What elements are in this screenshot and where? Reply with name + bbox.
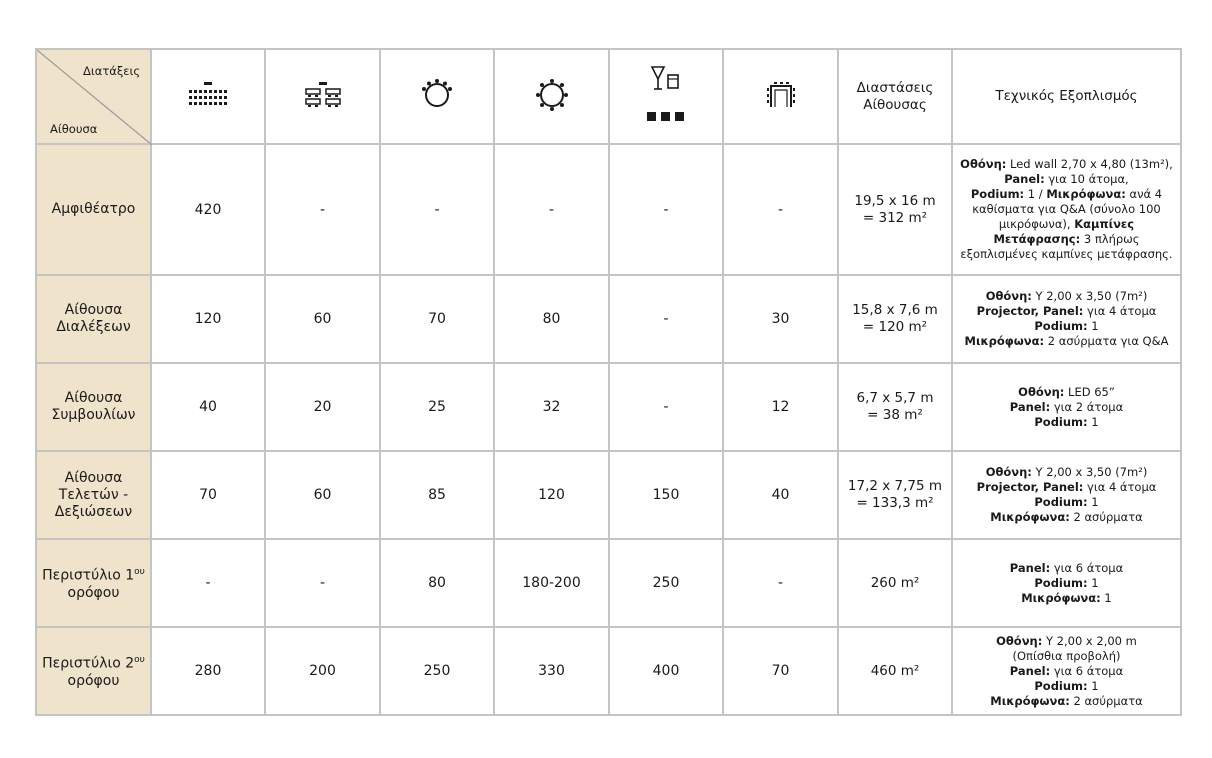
equipment-value: ανά 4 καθίσματα για Q&A (σύνολο 100 μικρόφωνα), [972, 187, 1163, 231]
dimensions-size: 17,2 x 7,75 m [847, 478, 943, 494]
equipment-value: για 4 άτομα [1083, 480, 1157, 494]
room-name-superscript: ου [134, 567, 145, 578]
classroom-seating-icon [303, 80, 343, 110]
header-row [36, 49, 1181, 144]
capacity-cell: - [380, 144, 494, 275]
dimensions-area: = 312 m² [862, 209, 928, 226]
equipment-key: Panel: [1009, 399, 1051, 414]
dimensions-header: Διαστάσεις Αίθουσας [838, 49, 952, 144]
table-row [36, 275, 1181, 363]
equipment-key: Οθόνη: [1018, 384, 1065, 399]
capacity-cell: 330 [494, 627, 609, 715]
capacity-cell: 20 [265, 363, 380, 451]
capacity-cell: 180-200 [494, 539, 609, 627]
equipment-value: για 4 άτομα [1083, 304, 1157, 318]
room-name-text: ορόφου [67, 672, 120, 689]
layout-header-banquet [380, 49, 494, 144]
room-name-text: Περιστύλιο 1 [42, 567, 135, 584]
equipment-key: Panel: [1004, 172, 1045, 186]
dimensions-area: = 38 m² [867, 407, 923, 423]
capacity-cell: 80 [380, 539, 494, 627]
equipment-value: 2 ασύρματα [1069, 693, 1143, 708]
equipment-value: 1 [1087, 319, 1099, 333]
capacity-cell: - [609, 144, 723, 275]
table-row [36, 627, 1181, 715]
equipment-key: Podium: [970, 187, 1025, 201]
capacity-cell: 280 [151, 627, 265, 715]
equipment-cell [952, 363, 1181, 451]
equipment-value: 3 πλήρως εξοπλισμένες καμπίνες μετάφρασης. [960, 232, 1173, 261]
capacity-cell: 30 [723, 275, 838, 363]
equipment-value: 2 ασύρματα για Q&A [1044, 334, 1169, 348]
capacity-cell: 420 [151, 144, 265, 275]
capacity-cell: - [723, 144, 838, 275]
equipment-key: Οθόνη: [960, 157, 1007, 171]
equipment-value: για 2 άτομα [1050, 399, 1124, 414]
dimensions-area: 260 m² [870, 574, 920, 591]
table-row [36, 451, 1181, 539]
room-label: Αίθουσα [50, 122, 98, 136]
capacity-cell: 85 [380, 451, 494, 539]
capacity-cell: 70 [151, 451, 265, 539]
banquet-round-icon [420, 78, 454, 112]
equipment-value: 1 [1087, 678, 1099, 693]
room-dimensions [838, 539, 952, 627]
equipment-value: 1 [1100, 590, 1112, 605]
dimensions-area: = 133,3 m² [856, 495, 934, 511]
table-row [36, 539, 1181, 627]
capacity-cell: 40 [723, 451, 838, 539]
room-name-text: ορόφου [67, 584, 120, 601]
equipment-key: Podium: [1034, 575, 1088, 590]
equipment-value: LED 65” [1064, 384, 1115, 399]
equipment-key: Panel: [1009, 663, 1051, 678]
equipment-key: Μικρόφωνα: [964, 334, 1045, 348]
capacity-cell: 70 [380, 275, 494, 363]
equipment-key: Οθόνη: [996, 633, 1043, 648]
room-name [36, 627, 151, 715]
capacity-cell: 400 [609, 627, 723, 715]
capacity-cell: 200 [265, 627, 380, 715]
dimensions-area: = 120 m² [862, 319, 928, 335]
capacity-cell: 60 [265, 451, 380, 539]
capacity-cell: - [609, 363, 723, 451]
capacity-cell: 40 [151, 363, 265, 451]
dimensions-area: 460 m² [870, 662, 920, 679]
equipment-key: Panel: [1009, 560, 1051, 575]
room-dimensions [838, 627, 952, 715]
dimensions-size: 15,8 x 7,6 m [852, 302, 938, 318]
dimensions-size: 19,5 x 16 m [854, 192, 936, 209]
layout-header-theater [151, 49, 265, 144]
equipment-cell [952, 144, 1181, 275]
equipment-key: Podium: [1034, 495, 1088, 509]
room-name [36, 539, 151, 627]
theater-seating-icon [187, 80, 229, 110]
equipment-cell [952, 539, 1181, 627]
capacity-cell: - [494, 144, 609, 275]
equipment-value: Υ 2,00 x 2,00 m [1042, 633, 1137, 648]
equipment-cell [952, 275, 1181, 363]
equipment-value: 2 ασύρματα [1069, 510, 1143, 524]
capacity-cell: - [265, 144, 380, 275]
equipment-value: 1 [1087, 414, 1099, 429]
equipment-key: Μικρόφωνα: [1046, 187, 1126, 201]
layout-header-classroom [265, 49, 380, 144]
equipment-value: Υ 2,00 x 3,50 (7m²) [1031, 465, 1148, 479]
capacity-cell: - [723, 539, 838, 627]
room-dimensions [838, 275, 952, 363]
equipment-cell [952, 451, 1181, 539]
equipment-value: Υ 2,00 x 3,50 (7m²) [1031, 289, 1148, 303]
capacity-cell: - [609, 275, 723, 363]
capacity-cell: 250 [609, 539, 723, 627]
equipment-value: 1 [1087, 575, 1099, 590]
capacity-cell: 250 [380, 627, 494, 715]
capacity-cell: 80 [494, 275, 609, 363]
room-name-text: Περιστύλιο 2 [42, 655, 135, 672]
capacity-cell: 60 [265, 275, 380, 363]
equipment-key: Οθόνη: [985, 465, 1032, 479]
capacity-table [35, 48, 1182, 716]
room-name: Αίθουσα Διαλέξεων [36, 275, 151, 363]
table-row [36, 144, 1181, 275]
room-name-superscript: ου [134, 655, 145, 666]
equipment-key: Οθόνη: [985, 289, 1032, 303]
room-name: Αίθουσα Τελετών - Δεξιώσεων [36, 451, 151, 539]
capacity-cell: 70 [723, 627, 838, 715]
layout-header-cocktail [609, 49, 723, 144]
equipment-value: για 6 άτομα [1050, 560, 1124, 575]
layout-header-cabaret [494, 49, 609, 144]
equipment-header: Τεχνικός Εξοπλισμός [952, 49, 1181, 144]
equipment-key: Podium: [1034, 678, 1088, 693]
equipment-key: Projector, Panel: [976, 304, 1084, 318]
layout-header-ushape [723, 49, 838, 144]
equipment-key: Podium: [1034, 319, 1088, 333]
equipment-cell [952, 627, 1181, 715]
corner-header-cell [36, 49, 151, 144]
capacity-cell: - [151, 539, 265, 627]
cocktail-reception-icon [646, 63, 686, 127]
room-name: Αμφιθέατρο [36, 144, 151, 275]
room-name: Αίθουσα Συμβουλίων [36, 363, 151, 451]
table-row [36, 363, 1181, 451]
room-dimensions [838, 144, 952, 275]
u-shape-icon [765, 80, 797, 110]
room-dimensions [838, 363, 952, 451]
equipment-key: Μικρόφωνα: [990, 510, 1070, 524]
equipment-value: για 6 άτομα [1050, 663, 1124, 678]
dimensions-size: 6,7 x 5,7 m [856, 390, 934, 406]
equipment-value: 1 [1087, 495, 1099, 509]
equipment-value: (Οπίσθια προβολή) [1012, 648, 1121, 663]
capacity-cell: 120 [494, 451, 609, 539]
equipment-value: Led wall 2,70 x 4,80 (13m²), [1006, 157, 1173, 171]
equipment-value: 1 / [1024, 187, 1047, 201]
capacity-cell: - [265, 539, 380, 627]
capacity-cell: 150 [609, 451, 723, 539]
capacity-table-wrapper [35, 48, 1182, 716]
equipment-key: Μικρόφωνα: [1021, 590, 1101, 605]
equipment-key: Καμπίνες Μετάφρασης: [993, 217, 1135, 246]
cabaret-round-icon [535, 78, 569, 112]
equipment-key: Μικρόφωνα: [990, 693, 1070, 708]
capacity-cell: 32 [494, 363, 609, 451]
room-dimensions [838, 451, 952, 539]
equipment-key: Podium: [1034, 414, 1088, 429]
layouts-label: Διατάξεις [83, 64, 141, 78]
equipment-value: για 10 άτομα, [1044, 172, 1129, 186]
capacity-cell: 25 [380, 363, 494, 451]
capacity-cell: 12 [723, 363, 838, 451]
equipment-key: Projector, Panel: [976, 480, 1084, 494]
capacity-cell: 120 [151, 275, 265, 363]
